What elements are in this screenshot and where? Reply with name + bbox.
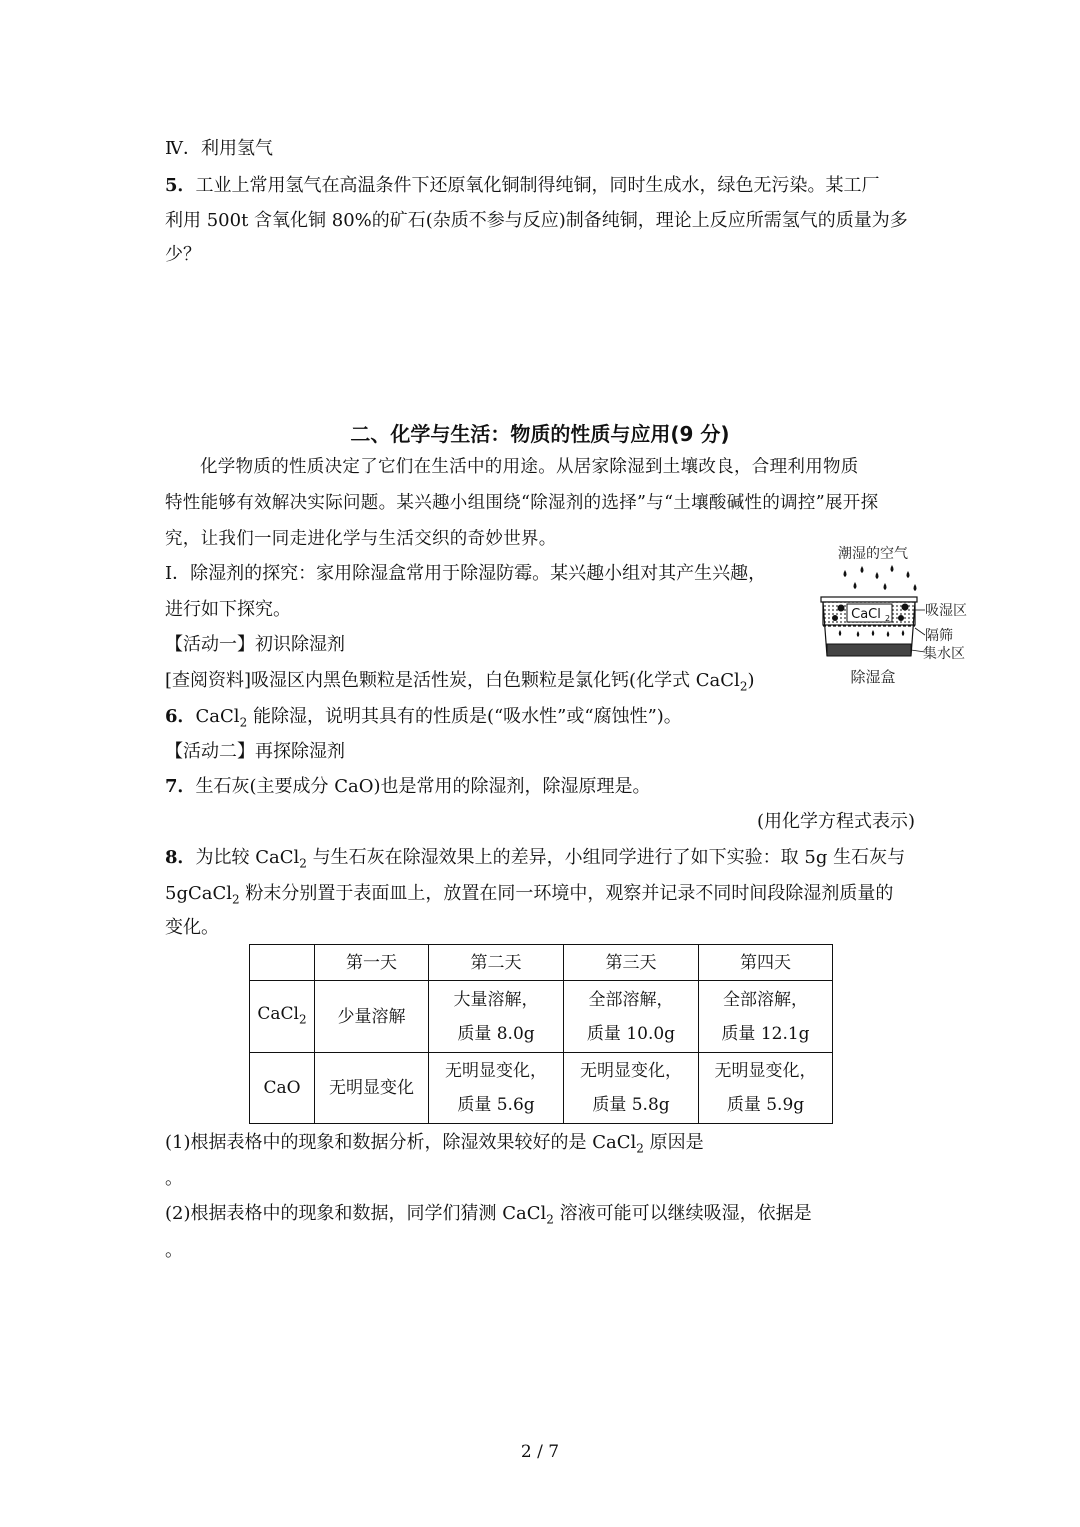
question-8-line2: 5gCaCl$_2$ 粉末分别置于表面皿上，放置在同一环境中，观察并记录不同时间段除湿剂质量的: [165, 883, 894, 907]
droplets-above: [844, 565, 917, 591]
figure-label-sieve: 隔筛: [925, 628, 953, 644]
table-cell: 无明显变化， 质量 5.8g: [564, 1053, 699, 1124]
table-row-label: CaO: [250, 1053, 315, 1124]
figure-caption: 除湿盒: [850, 668, 896, 686]
part1-line1: Ⅰ．除湿剂的探究：家用除湿盒常用于除湿防霉。某兴趣小组对其产生兴趣，: [165, 563, 767, 584]
water-collect-zone: [827, 644, 911, 656]
table-header-cell: 第一天: [315, 945, 429, 981]
figure-label-humid-air: 潮湿的空气: [838, 546, 908, 562]
reference-info: [查阅资料]吸湿区内黑色颗粒是活性炭，白色颗粒是氯化钙(化学式 CaCl$_2$): [165, 670, 755, 694]
table-cell: 无明显变化， 质量 5.9g: [699, 1053, 833, 1124]
intro-line1: 化学物质的性质决定了它们在生活中的用途。从居家除湿到土壤改良，合理利用物质: [200, 457, 859, 477]
table-cell: 全部溶解， 质量 10.0g: [564, 981, 699, 1053]
table-cell: 少量溶解: [315, 981, 429, 1053]
sub-question-2-end: 。: [165, 1240, 183, 1261]
section-2-title: 二、化学与生活：物质的性质与应用(9 分): [350, 422, 730, 446]
table-cell: 无明显变化: [315, 1053, 429, 1124]
table-cell: 大量溶解， 质量 8.0g: [429, 981, 564, 1053]
figure-label-collect: 集水区: [923, 646, 965, 662]
table-cell: 无明显变化， 质量 5.6g: [429, 1053, 564, 1124]
question-5-line2: 利用 500t 含氧化铜 80%的矿石(杂质不参与反应)制备纯铜，理论上反应所需氢气的质量为多: [165, 210, 908, 231]
intro-line2: 特性能够有效解决实际问题。某兴趣小组围绕“除湿剂的选择”与“土壤酸碱性的调控”展开探: [165, 493, 879, 513]
table-header-cell: 第三天: [564, 945, 699, 981]
activity-2-heading: 【活动二】再探除湿剂: [165, 741, 345, 762]
table-header-cell: [250, 945, 315, 981]
question-8-line3: 变化。: [165, 917, 219, 938]
question-7: 7．生石灰(主要成分 CaO)也是常用的除湿剂，除湿原理是。: [165, 776, 651, 797]
part1-line2: 进行如下探究。: [165, 599, 291, 620]
question-7-note: (用化学方程式表示): [756, 811, 915, 832]
intro-line3: 究，让我们一同走进化学与生活交织的奇妙世界。: [165, 529, 557, 549]
page-number: 2 / 7: [520, 1442, 560, 1462]
question-5-line1: 5．工业上常用氢气在高温条件下还原氧化铜制得纯铜，同时生成水，绿色无污染。某工厂: [165, 175, 880, 196]
table-header-cell: 第四天: [699, 945, 833, 981]
table-row-label: CaCl$_2$: [250, 981, 315, 1053]
question-6: 6．CaCl$_2$ 能除湿，说明其具有的性质是(“吸水性”或“腐蚀性”)。: [165, 706, 682, 730]
sub-question-1-end: 。: [165, 1168, 183, 1189]
figure-label-absorb: 吸湿区: [925, 603, 967, 619]
question-5-number: 5．: [165, 175, 196, 196]
figure-label-cacl2: CaCl: [851, 607, 881, 622]
experiment-table: [249, 944, 833, 1124]
section-iv-header: Ⅳ．利用氢气: [165, 138, 273, 159]
question-5-line3: 少？: [165, 244, 201, 265]
table-header-cell: 第二天: [429, 945, 564, 981]
table-row: [250, 981, 833, 1053]
dehumidifier-box-diagram: [815, 540, 975, 690]
droplets-inside: [839, 630, 905, 637]
table-cell: 全部溶解， 质量 12.1g: [699, 981, 833, 1053]
table-row: [250, 1053, 833, 1124]
sub-question-1: (1)根据表格中的现象和数据分析，除湿效果较好的是 CaCl$_2$ 原因是: [165, 1132, 704, 1156]
sub-question-2: (2)根据表格中的现象和数据，同学们猜测 CaCl$_2$ 溶液可能可以继续吸湿，依据是: [165, 1203, 812, 1227]
figure-label-cacl2-subscript: 2: [885, 614, 891, 623]
table-header-row: [250, 945, 833, 981]
question-8-line1: 8．为比较 CaCl$_2$ 与生石灰在除湿效果上的差异，小组同学进行了如下实验：取 5g 生石灰与: [165, 847, 906, 871]
activity-1-heading: 【活动一】初识除湿剂: [165, 634, 345, 655]
